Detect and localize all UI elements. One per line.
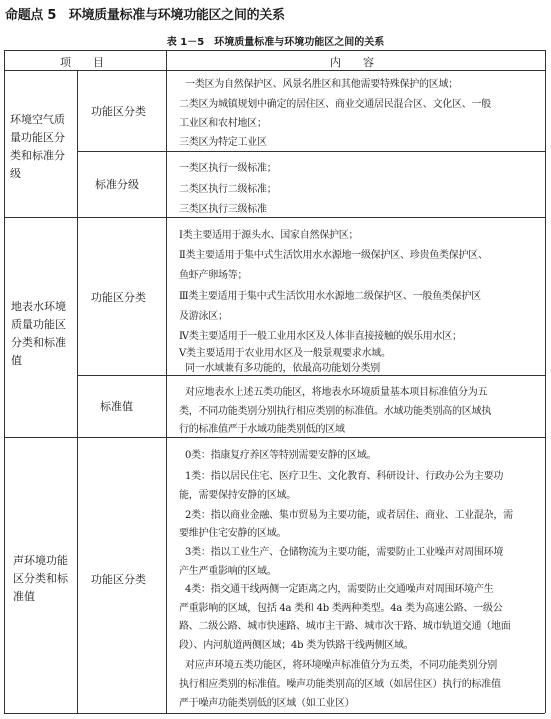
subcategory-air-grades: 标准分级 [95,178,139,191]
text-line: Ⅲ类主要适用于集中式生活饮用水水源地二级保护区、一般鱼类保护区 [179,291,481,302]
section-divider-water-noise [4,437,545,438]
text-line: 二类区为城镇规划中确定的居住区、商业交通居民混合区、文化区、一般 [179,99,491,110]
text-line: 路、二级公路、城市快速路、城市主干路、城市次干路、城市轨道交通（地面 [179,621,511,632]
text-line: 段）、内河航道两侧区域；4b 类为铁路干线两侧区域。 [179,640,414,651]
water-row-divider [77,375,545,376]
text-line: 严重影响的区域，包括 4a 类和 4b 类两种类型。4a 类为高速公路、一级公 [179,603,503,614]
category-surface-water: 地表水环境质量功能区分类和标准值 [11,300,66,367]
text-line: 要维护住宅安静的区域。 [179,528,287,539]
text-line: 三类区执行三级标准 [179,204,267,215]
subcategory-water-zoning: 功能区分类 [91,291,146,304]
subcategory-air-zoning: 功能区分类 [91,105,146,118]
text-line: 执行相应类别的标准值。噪声功能类别高的区域（如居住区）执行的标准值 [179,679,501,690]
text-line: 一类区执行一级标准； [179,163,277,174]
section-divider-air-water [4,217,545,218]
text-line: 同一水域兼有多功能的，依最高功能划分类别 [185,363,380,374]
text-line: 0类：指康复疗养区等特别需要安静的区域。 [185,450,377,461]
text-line: Ⅳ类主要适用于一般工业用水区及人体非直接接触的娱乐用水区； [179,331,462,342]
text-line: Ⅱ类主要适用于集中式生活饮用水水源地一级保护区、珍贵鱼类保护区、 [179,250,488,261]
category-column-divider [77,70,78,713]
page-heading: 命题点 5 环境质量标准与环境功能区之间的关系 [5,8,285,23]
subcategory-water-standard: 标准值 [100,400,133,413]
table-right-border [545,50,546,713]
text-line: Ⅴ类主要适用于农业用水区及一般景观要求水域。 [179,348,391,359]
text-line: 严于噪声功能类别低的区域（如工业区） [179,698,355,709]
category-noise: 声环境功能区分类和标准值 [13,554,68,603]
text-line: 行的标准值严于水域功能类别低的区域 [179,424,345,435]
category-air-quality: 环境空气质量功能区分类和标准分级 [10,113,65,180]
text-line: 4类：指交通干线两侧一定距离之内，需要防止交通噪声对周围环境产生 [185,584,494,595]
table-left-border [4,50,5,713]
text-line: 能，需要保持安静的区域。 [179,490,296,501]
text-line: 产生严重影响的区域。 [179,566,277,577]
subcategory-noise-zoning: 功能区分类 [91,573,146,586]
text-line: 对应声环境五类功能区，将环境噪声标准值分为五类，不同功能类别分别 [185,660,497,671]
text-line: 3类：指以工业生产、仓储物流为主要功能，需要防止工业噪声对周围环境 [185,547,504,558]
text-line: 一类区为自然保护区、风景名胜区和其他需要特殊保护的区域； [185,79,458,90]
text-line: 工业区和农村地区； [179,118,267,129]
table-bottom-rule [4,713,545,714]
text-line: 三类区为特定工业区 [179,137,267,148]
text-line: Ⅰ类主要适用于源头水、国家自然保护区； [179,230,359,241]
text-line: 鱼虾产卵场等； [179,270,248,281]
column-header-content: 内 容 [330,56,374,69]
content-column-divider [166,50,167,713]
table-top-rule [4,50,545,51]
table-caption: 表 1－5 环境质量标准与环境功能区之间的关系 [166,37,385,48]
column-header-item: 项 目 [60,56,104,69]
text-line: 1类：指以居民住宅、医疗卫生、文化教育、科研设计、行政办公为主要功 [185,471,504,482]
header-bottom-rule [4,70,545,71]
text-line: 及游泳区； [179,311,228,322]
text-line: 二类区执行二级标准； [179,184,277,195]
text-line: 对应地表水上述五类功能区，将地表水环境质量基本项目标准值分为五 [185,387,488,398]
air-row-divider [77,151,545,152]
text-line: 2类：指以商业金融、集市贸易为主要功能，或者居住、商业、工业混杂，需 [185,510,513,521]
text-line: 类，不同功能类别分别执行相应类别的标准值。水域功能类别高的区域执 [179,406,491,417]
